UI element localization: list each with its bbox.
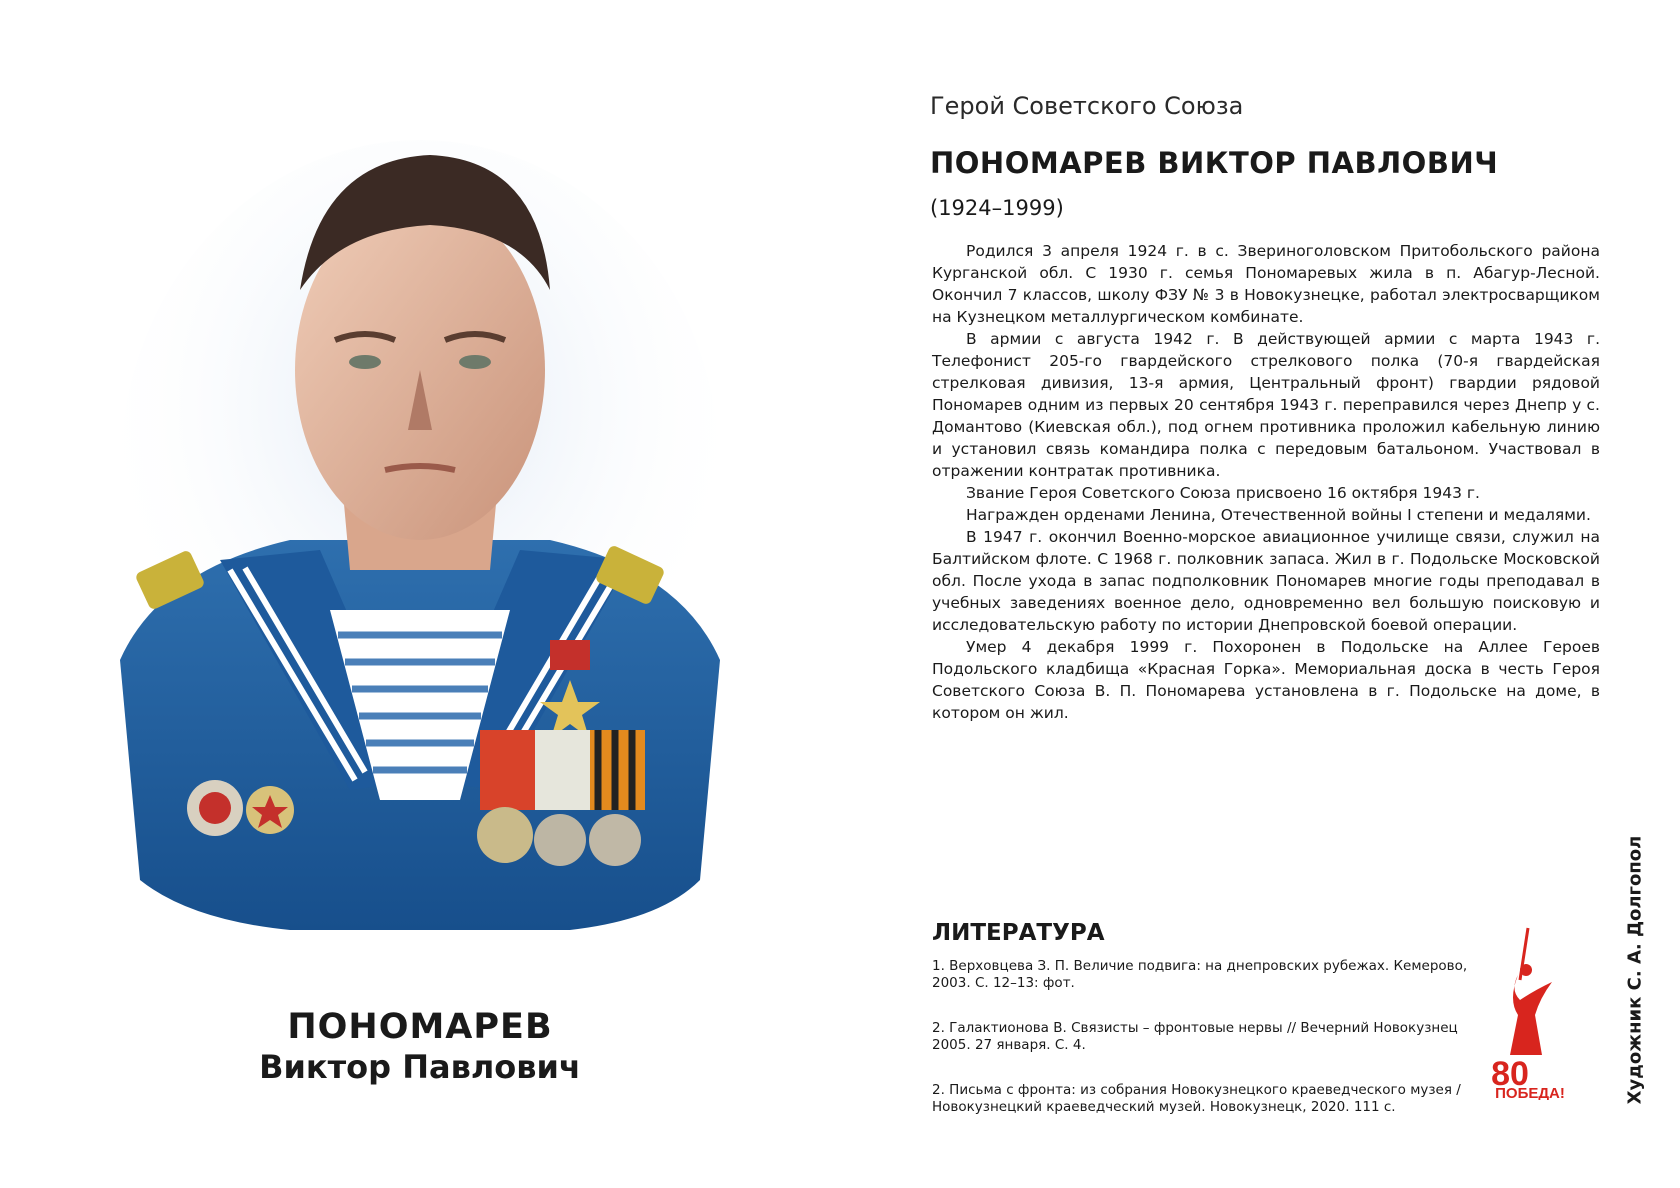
literature-item: 2. Галактионова В. Связисты – фронтовые нервы // Вечерний Новокузнец 2005. 27 января. С. 4. — [932, 1020, 1458, 1053]
caption-given-names: Виктор Павлович — [259, 1048, 581, 1086]
bio-paragraph: Звание Героя Советского Союза присвоено 16 октября 1943 г. — [966, 484, 1480, 502]
literature-item: 2. Письма с фронта: из собрания Новокузнецкого краеведческого музея / Новокузнецкий краеведческий музей. Новокузнецк, 2020. 111 с. — [932, 1082, 1461, 1115]
bio-paragraph: В армии с августа 1942 г. В действующей армии с марта 1943 г. Телефонист 205-го гвардейского стрелкового полка (70-я гвардейская стрелковая дивизия, 13-я армия, Центральный фронт) гвардии рядовой Пономарев одним из первых 20 сентября 1943 г. переправился через Днепр у с. Домантово (Киевская обл.), под огнем противника проложил кабельную линию и установил связь командира полка с передовым батальоном. Участвовал в отражении контратак противника. — [932, 330, 1600, 480]
logo-number: 80 — [1491, 1055, 1529, 1093]
portrait-illustration — [100, 140, 740, 970]
biography — [932, 240, 1600, 724]
victory-80-logo — [1480, 920, 1580, 1100]
hero-full-name: ПОНОМАРЕВ ВИКТОР ПАВЛОВИЧ — [930, 146, 1499, 180]
bio-paragraph: В 1947 г. окончил Военно-морское авиационное училище связи, служил на Балтийском флоте. С 1968 г. полковник запаса. Жил в г. Подольске Московской обл. После ухода в запас подполковник Пономарев многие годы преподавал в учебных заведениях военное дело, одновременно вел большую поисковую и исследовательскую работу по истории Днепровской боевой операции. — [932, 528, 1600, 634]
hero-title-label: Герой Советского Союза — [930, 92, 1244, 120]
hero-years: (1924–1999) — [930, 196, 1064, 220]
literature-list — [932, 958, 1472, 1144]
name-caption — [100, 1006, 740, 1086]
artist-credit-text: Художник С. А. Долгопол — [1624, 835, 1646, 1105]
bio-paragraph: Награжден орденами Ленина, Отечественной войны I степени и медалями. — [966, 506, 1591, 524]
literature-heading: ЛИТЕРАТУРА — [932, 920, 1105, 946]
caption-surname: ПОНОМАРЕВ — [287, 1007, 553, 1047]
bio-paragraph: Родился 3 апреля 1924 г. в с. Звериноголовском Притобольского района Курганской обл. С 1930 г. семья Пономаревых жила в п. Абагур-Лесной. Окончил 7 классов, школу ФЗУ № 3 в Новокузнецке, работал электросварщиком на Кузнецком металлургическом комбинате. — [932, 242, 1600, 326]
right-page — [900, 0, 1680, 1188]
literature-item: 1. Верховцева З. П. Величие подвига: на днепровских рубежах. Кемерово, 2003. С. 12–13: фот. — [932, 958, 1468, 991]
logo-word: ПОБЕДА! — [1495, 1085, 1565, 1100]
motherland-statue-icon — [1510, 928, 1552, 1055]
bio-paragraph: Умер 4 декабря 1999 г. Похоронен в Подольске на Аллее Героев Подольского кладбища «Красная Горка». Мемориальная доска в честь Героя Советского Союза В. П. Пономарева установлена в г. Подольске на доме, в котором он жил. — [932, 638, 1600, 722]
artist-credit — [1620, 835, 1650, 1105]
